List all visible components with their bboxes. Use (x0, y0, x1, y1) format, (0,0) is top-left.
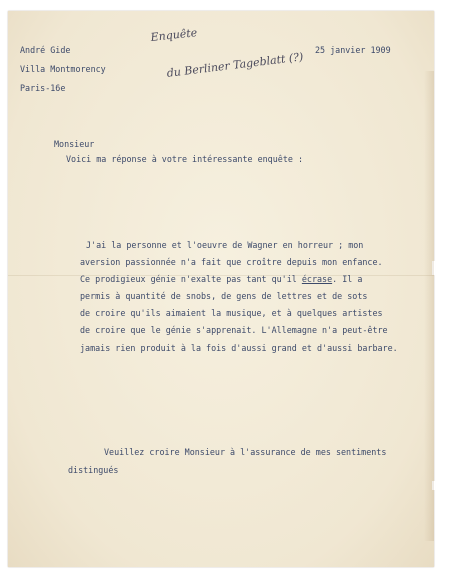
closing-line: distingués (68, 465, 119, 475)
intro-line: Voici ma réponse à votre intéressante enquête : (66, 154, 303, 164)
body-line: J'ai la personne et l'oeuvre de Wagner en horreur ; mon (86, 240, 364, 250)
paper-edge-tear (432, 481, 435, 490)
body-line: de croire que le génie s'apprenait. L'Allemagne n'a peut-être (80, 325, 388, 335)
body-text: Ce prodigieux génie n'exalte pas tant qu'il (80, 274, 302, 284)
paper-edge-tear (432, 261, 435, 275)
handwritten-note-line2: du Berliner Tageblatt (?) (166, 50, 304, 80)
letter-sheet (8, 11, 434, 567)
sender-city: Paris-16e (20, 83, 66, 93)
body-line (80, 274, 362, 284)
body-text: . Il a (332, 274, 363, 284)
handwritten-note-line1: Enquête (150, 26, 198, 44)
sender-villa: Villa Montmorency (20, 64, 106, 74)
body-line: jamais rien produit à la fois d'aussi grand et d'aussi barbare. (80, 343, 398, 353)
body-line: aversion passionnée n'a fait que croître depuis mon enfance. (80, 257, 383, 267)
letter-date: 25 janvier 1909 (315, 45, 391, 55)
salutation: Monsieur (54, 139, 95, 149)
sender-name: André Gide (20, 45, 71, 55)
body-line: de croire qu'ils aimaient la musique, et à quelques artistes (80, 308, 383, 318)
body-line: permis à quantité de snobs, de gens de lettres et de sots (80, 291, 368, 301)
underlined-word: écrase (301, 274, 333, 284)
closing-line: Veuillez croire Monsieur à l'assurance de mes sentiments (104, 447, 387, 457)
